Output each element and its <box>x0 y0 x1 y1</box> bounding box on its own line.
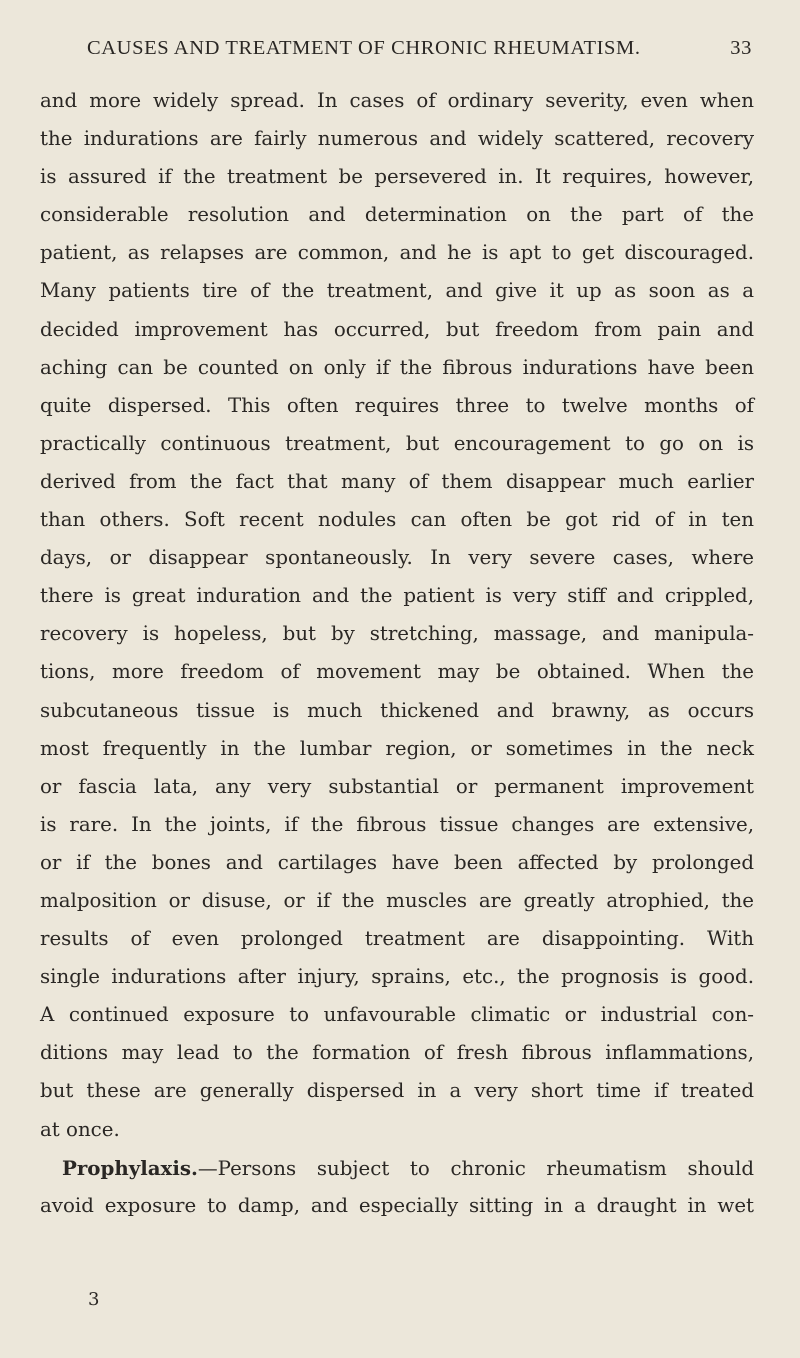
text-line: Many patients tire of the treatment, and give it up as soon as a <box>40 279 754 303</box>
text-line: results of even prolonged treatment are disappointing. With <box>40 927 754 951</box>
text-line: the indurations are fairly numerous and widely scattered, recovery <box>40 127 754 151</box>
text-line: recovery is hopeless, but by stretching, massage, and manipula- <box>40 622 754 646</box>
text-line: A continued exposure to unfavourable climatic or industrial con- <box>40 1003 754 1027</box>
text-line: but these are generally dispersed in a very short time if treated <box>40 1079 754 1103</box>
text-line: is assured if the treatment be persevered in. It requires, however, <box>40 165 754 189</box>
text-line: derived from the fact that many of them disappear much earlier <box>40 469 754 493</box>
running-head <box>87 33 752 63</box>
text-line: quite dispersed. This often requires three to twelve months of <box>40 393 754 417</box>
running-title: CAUSES AND TREATMENT OF CHRONIC RHEUMATISM. <box>87 37 641 59</box>
text-line: or fascia lata, any very substantial or permanent improvement <box>40 774 754 798</box>
text-line: considerable resolution and determination on the part of the <box>40 203 754 227</box>
signature-mark: 3 <box>88 1289 100 1310</box>
text-line: there is great induration and the patient is very stiff and crippled, <box>40 584 754 608</box>
text-line: decided improvement has occurred, but freedom from pain and <box>40 317 754 341</box>
text-line: tions, more freedom of movement may be obtained. When the <box>40 660 754 684</box>
text-line: practically continuous treatment, but encouragement to go on is <box>40 431 754 455</box>
text-line: or if the bones and cartilages have been affected by prolonged <box>40 850 754 874</box>
page-number: 33 <box>730 37 752 59</box>
prophylaxis-first-line <box>40 1149 754 1187</box>
text-line: single indurations after injury, sprains, etc., the prognosis is good. <box>40 965 754 989</box>
text-line: malposition or disuse, or if the muscles are greatly atrophied, the <box>40 888 754 912</box>
text-line: and more widely spread. In cases of ordinary severity, even when <box>40 89 754 112</box>
prophylaxis-text: —Persons subject to chronic rheumatism should <box>197 1156 754 1180</box>
text-line: most frequently in the lumbar region, or sometimes in the neck <box>40 736 754 760</box>
text-line: aching can be counted on only if the fibrous indurations have been <box>40 355 754 379</box>
text-line: days, or disappear spontaneously. In very severe cases, where <box>40 546 754 570</box>
prophylaxis-heading: Prophylaxis. <box>62 1155 198 1180</box>
paragraph-last-line: at once. <box>40 1117 120 1141</box>
text-line: avoid exposure to damp, and especially sitting in a draught in wet <box>40 1193 754 1217</box>
text-line: is rare. In the joints, if the fibrous tissue changes are extensive, <box>40 812 754 836</box>
text-line: than others. Soft recent nodules can often be got rid of in ten <box>40 508 754 532</box>
text-line: patient, as relapses are common, and he is apt to get discouraged. <box>40 241 754 265</box>
text-line: subcutaneous tissue is much thickened and brawny, as occurs <box>40 698 754 722</box>
text-line: ditions may lead to the formation of fresh fibrous inflammations, <box>40 1041 754 1065</box>
body-text <box>40 82 754 1225</box>
